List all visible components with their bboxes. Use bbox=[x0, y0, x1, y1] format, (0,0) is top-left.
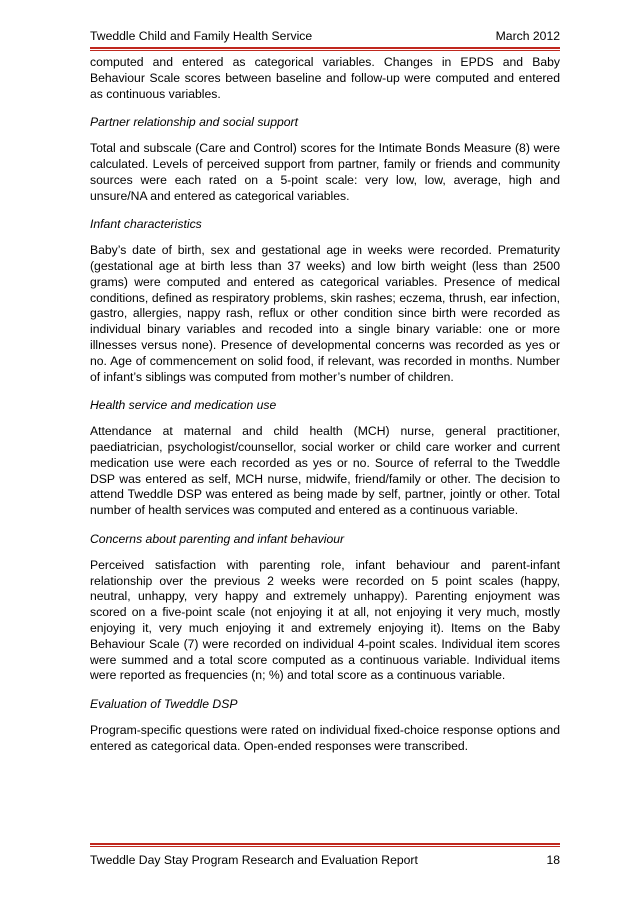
section-heading-partner-relationship: Partner relationship and social support bbox=[90, 115, 298, 130]
header-rule bbox=[90, 47, 560, 51]
header-date: March 2012 bbox=[495, 29, 560, 43]
body-paragraph: Baby’s date of birth, sex and gestational age in weeks were recorded. Prematurity (gestational age at birth less than 37 weeks) and low birth weight (less than 2500 grams) were computed and entered as categorical variables. Presence of medical conditions, defined as respiratory problems, skin rashes; eczema, thrush, ear infection, gastro, allergies, nappy rash, reflux or other condition since birth were recorded as individual binary variables and recoded into a single binary variable: one or more illnesses versus none). Presence of developmental concerns was recorded as yes or no. Age of commencement on solid food, if relevant, was recorded in months. Number of infant’s siblings was computed from mother’s number of children. bbox=[90, 243, 560, 384]
section-heading-parenting-concerns: Concerns about parenting and infant behaviour bbox=[90, 531, 345, 546]
body-paragraph: computed and entered as categorical variables. Changes in EPDS and Baby Behaviour Scale scores between baseline and follow-up were computed and entered as continuous variables. bbox=[90, 55, 560, 101]
page-number: 18 bbox=[546, 853, 560, 867]
section-heading-infant-characteristics: Infant characteristics bbox=[90, 217, 202, 232]
header-organization: Tweddle Child and Family Health Service bbox=[90, 29, 313, 43]
body-paragraph: Program-specific questions were rated on individual fixed-choice response options and entered as categorical data. Open-ended responses were transcribed. bbox=[90, 722, 560, 753]
body-paragraph: Perceived satisfaction with parenting role, infant behaviour and parent-infant relationship over the previous 2 weeks were recorded on 5 point scales (happy, neutral, unhappy, very happy and extremely unhappy). Parenting enjoyment was scored on a five-point scale (not enjoying it at all, not enjoying it very much, mostly enjoying it, very much enjoying it and extremely enjoying it). Items on the Baby Behaviour Scale (7) were recorded on individual 4-point scales. Individual item scores were summed and a total score computed as a continuous variable. Individual items were reported as frequencies (n; %) and total score as a continuous variable. bbox=[90, 557, 560, 683]
page-footer bbox=[90, 851, 560, 869]
footer-report-title: Tweddle Day Stay Program Research and Evaluation Report bbox=[90, 853, 418, 867]
document-body bbox=[90, 55, 560, 767]
section-heading-evaluation: Evaluation of Tweddle DSP bbox=[90, 697, 238, 712]
body-paragraph: Total and subscale (Care and Control) scores for the Intimate Bonds Measure (8) were calculated. Levels of perceived support from partner, family or friends and community sources were each rated on a 5-point scale: very low, low, average, high and unsure/NA and entered as categorical variables. bbox=[90, 141, 560, 203]
page-header bbox=[90, 27, 560, 45]
body-paragraph: Attendance at maternal and child health (MCH) nurse, general practitioner, paediatrician, psychologist/counsellor, social worker or child care worker and current medication use were each recorded as yes or no. Source of referral to the Tweddle DSP was entered as self, MCH nurse, midwife, friend/family or other. The decision to attend Tweddle DSP was entered as being made by self, partner, jointly or other. Total number of health services was computed and entered as a continuous variable. bbox=[90, 424, 560, 518]
section-heading-health-service: Health service and medication use bbox=[90, 398, 277, 413]
footer-rule bbox=[90, 843, 560, 847]
